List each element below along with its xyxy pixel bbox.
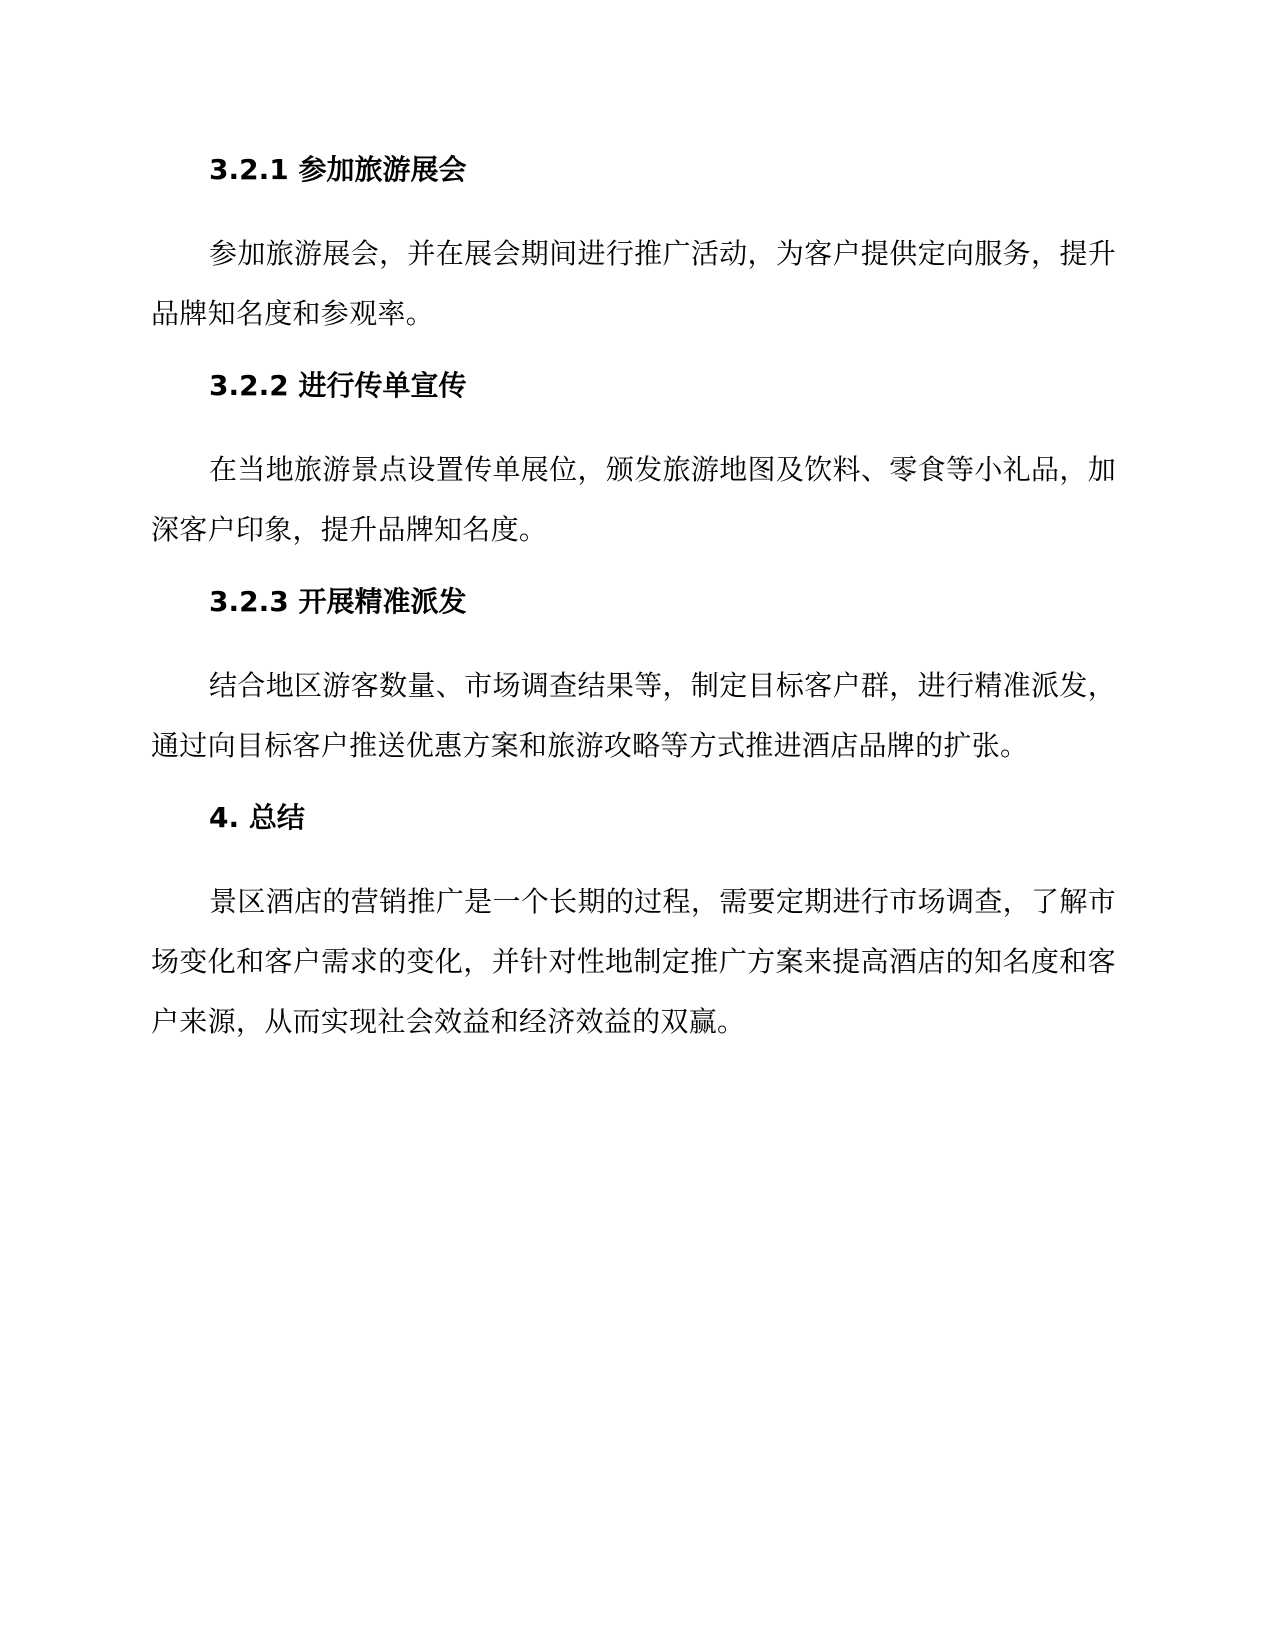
section-heading-3-2-2: 3.2.2 进行传单宣传 — [209, 369, 467, 402]
section-body-3-2-2: 在当地旅游景点设置传单展位，颁发旅游地图及饮料、零食等小礼品，加深客户印象，提升品牌知名度。 — [151, 453, 1116, 546]
section-body-summary: 景区酒店的营销推广是一个长期的过程，需要定期进行市场调查，了解市场变化和客户需求的变化，并针对性地制定推广方案来提高酒店的知名度和客户来源，从而实现社会效益和经济效益的双赢。 — [151, 885, 1116, 1038]
section-body-3-2-3: 结合地区游客数量、市场调查结果等，制定目标客户群，进行精准派发，通过向目标客户推送优惠方案和旅游攻略等方式推进酒店品牌的扩张。 — [151, 669, 1116, 762]
section-heading-summary: 4. 总结 — [209, 801, 305, 834]
document-content — [151, 150, 1116, 1074]
section-body-3-2-1: 参加旅游展会，并在展会期间进行推广活动，为客户提供定向服务，提升品牌知名度和参观率。 — [151, 237, 1116, 330]
section-heading-3-2-3: 3.2.3 开展精准派发 — [209, 585, 467, 618]
section-heading-3-2-1: 3.2.1 参加旅游展会 — [209, 153, 467, 186]
